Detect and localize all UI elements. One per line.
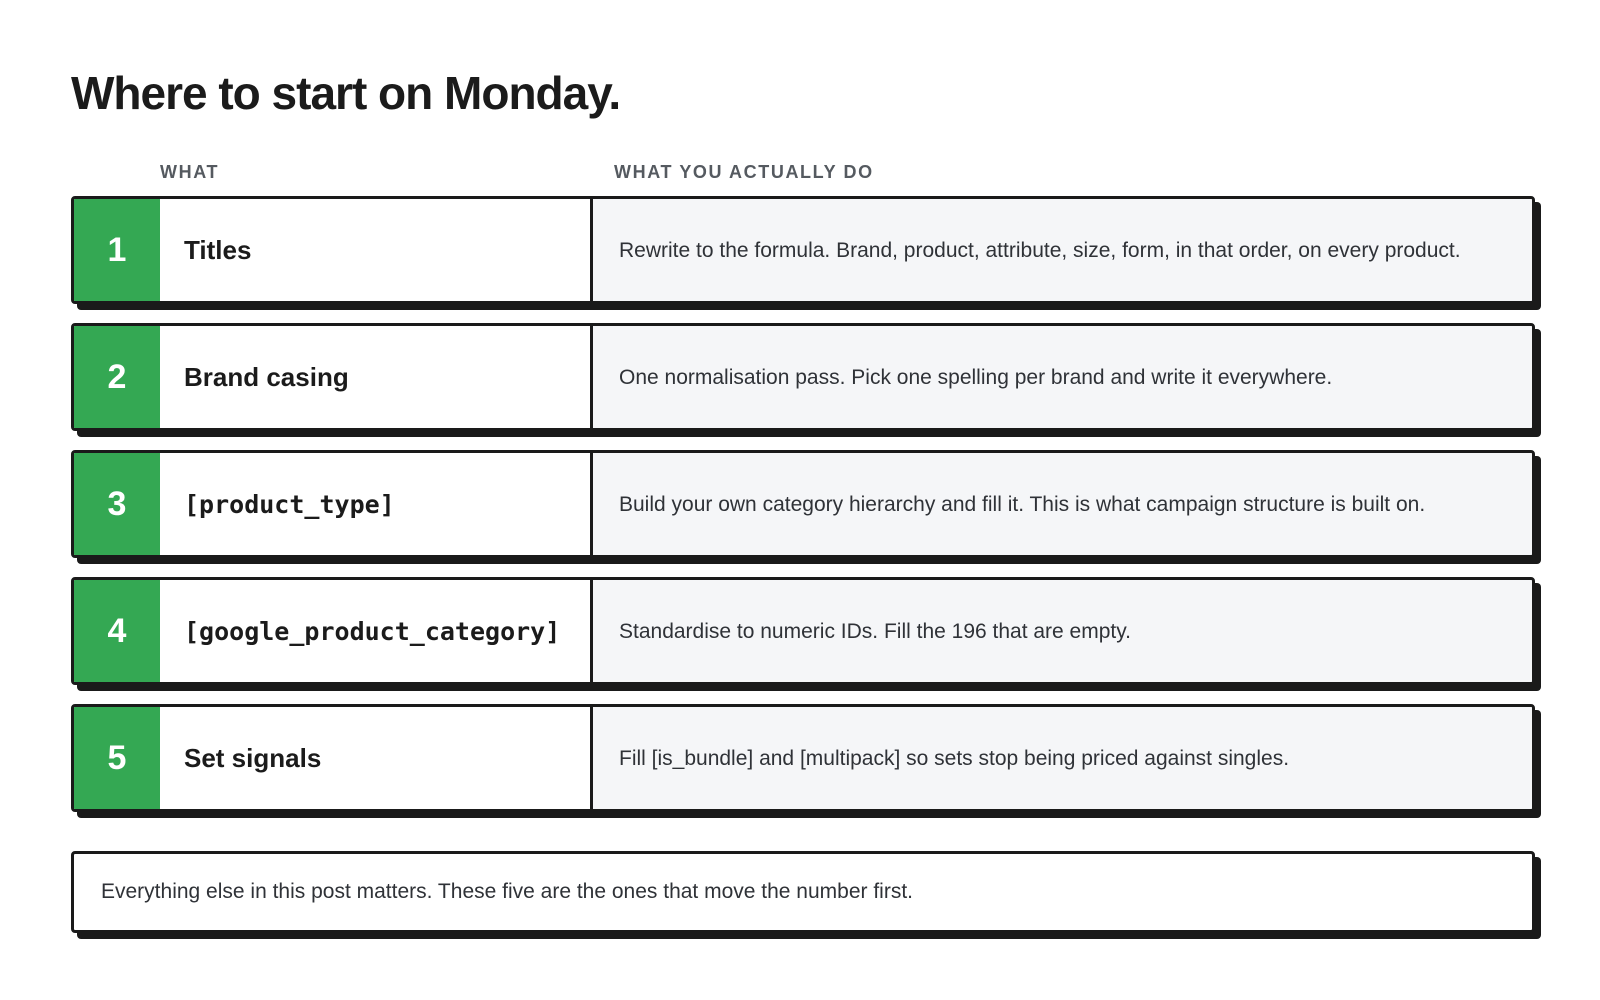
page-title: Where to start on Monday. — [71, 67, 621, 119]
row-number: 3 — [74, 453, 160, 555]
row-action: One normalisation pass. Pick one spelling per brand and write it everywhere. — [593, 326, 1532, 428]
row-action: Build your own category hierarchy and fill it. This is what campaign structure is built on. — [593, 453, 1532, 555]
table-row — [71, 323, 1535, 431]
row-what: Titles — [160, 199, 593, 301]
table-row — [71, 450, 1535, 558]
row-number: 2 — [74, 326, 160, 428]
column-header-what-you-do: WHAT YOU ACTUALLY DO — [614, 162, 874, 182]
table-row — [71, 577, 1535, 685]
row-number: 5 — [74, 707, 160, 809]
row-action: Rewrite to the formula. Brand, product, attribute, size, form, in that order, on every product. — [593, 199, 1532, 301]
row-number: 4 — [74, 580, 160, 682]
row-what: Set signals — [160, 707, 593, 809]
footer-note: Everything else in this post matters. These five are the ones that move the number first. — [71, 851, 1535, 933]
table-row — [71, 704, 1535, 812]
column-header-what: WHAT — [160, 162, 220, 182]
steps-table — [71, 196, 1541, 831]
table-row — [71, 196, 1535, 304]
row-action: Standardise to numeric IDs. Fill the 196 that are empty. — [593, 580, 1532, 682]
row-what: Brand casing — [160, 326, 593, 428]
row-number: 1 — [74, 199, 160, 301]
row-action: Fill [is_bundle] and [multipack] so sets stop being priced against singles. — [593, 707, 1532, 809]
row-what: [google_product_category] — [160, 580, 593, 682]
row-what: [product_type] — [160, 453, 593, 555]
